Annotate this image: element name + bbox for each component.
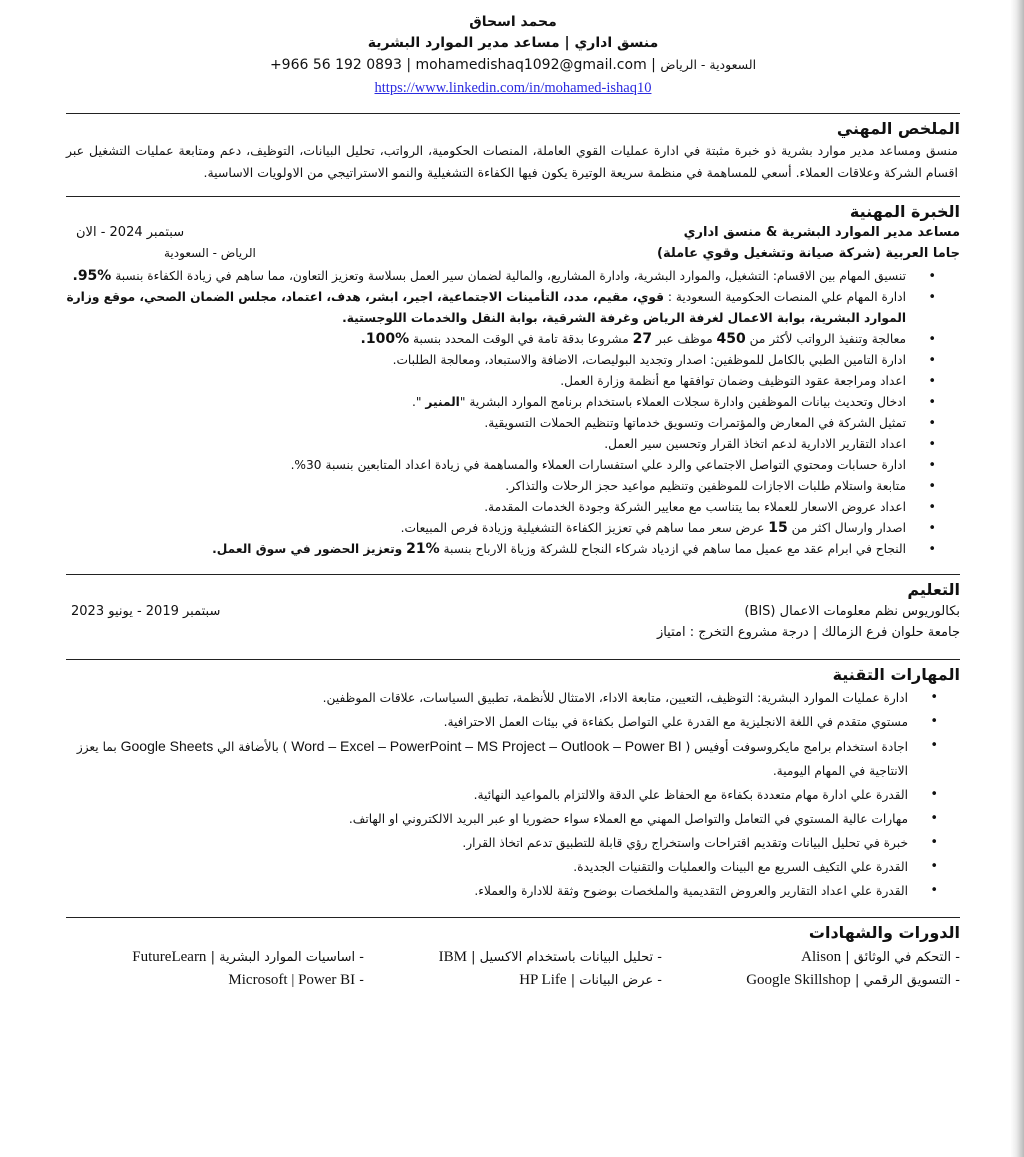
cert-item: - تحليل البيانات باستخدام الاكسيل | IBM (438, 949, 662, 965)
list-item: • خبرة في تحليل البيانات وتقديم اقتراحات واستخراج رؤي قابلة للتطبيق تدعم اتخاذ القرار. (66, 831, 908, 855)
degree-row (66, 601, 960, 622)
cert-item: - Microsoft | Power BI (228, 972, 364, 988)
summary-section (66, 119, 960, 183)
list-item: • اعداد عروض الاسعار للعملاء بما يتناسب مع معايير الشركة وجودة الخدمات المقدمة. (66, 497, 906, 518)
cert-item: - التسويق الرقمي | Google Skillshop (746, 972, 960, 988)
separator: | (651, 57, 656, 73)
location: السعودية - الرياض (660, 57, 757, 72)
skills-heading: المهارات التقنية (832, 665, 960, 684)
summary-heading: الملخص المهني (836, 119, 960, 138)
company-name: جاما العربية (شركة صيانة وتشغيل وقوي عاملة) (657, 246, 960, 261)
education-heading: التعليم (907, 580, 960, 599)
job-title: مساعد مدير الموارد البشرية & منسق اداري (683, 225, 960, 240)
certifications-section (66, 923, 960, 992)
list-item: • اعداد ومراجعة عقود التوظيف وضمان توافقها مع أنظمة وزارة العمل. (66, 371, 906, 392)
divider (66, 659, 960, 660)
list-item: • ادارة عمليات الموارد البشرية: التوظيف، التعيين، متابعة الاداء، الامتثال للأنظمة، تطبيق السياسات، علاقات الموظفين. (66, 686, 908, 710)
divider (66, 917, 960, 918)
list-item: • ادخال وتحديث بيانات الموظفين وادارة سجلات العملاء باستخدام برنامج الموارد البشرية "المنير ". (66, 392, 906, 413)
cert-item: - عرض البيانات | HP Life (519, 972, 662, 988)
education-section (66, 580, 960, 643)
education-dates: سبتمبر 2019 - يونيو 2023 (71, 604, 221, 619)
list-item: • ادارة حسابات ومحتوي التواصل الاجتماعي والرد علي استفسارات العملاء والمساهمة في زيادة اعداد المتابعين بنسبة 30%. (66, 455, 906, 476)
job-location: الرياض - السعودية (164, 246, 256, 260)
cert-item: - التحكم في الوثائق | Alison (801, 949, 960, 965)
university: جامعة حلوان فرع الزمالك | درجة مشروع التخرج : امتياز (656, 625, 960, 640)
list-item: • اصدار وارسال اكثر من 15 عرض سعر مما ساهم في تعزيز الكفاءة التشغيلية وزيادة فرص المبيعات. (66, 518, 906, 539)
skills-list (66, 686, 960, 903)
certifications-grid (66, 946, 960, 992)
separator: | (406, 57, 412, 73)
contact-line (66, 54, 960, 76)
degree: بكالوريوس نظم معلومات الاعمال (BIS) (744, 604, 960, 619)
job-dates: سبتمبر 2024 - الان (76, 225, 185, 240)
summary-text: منسق ومساعد مدير موارد بشرية ذو خبرة مثبتة في ادارة عمليات القوي العاملة، المنصات الحكومية، الرواتب، تحليل البيانات، التوظيف، دعم ومتابعة عمليات التشغيل عبر اقسام الشركة وعلاقات العملاء. أسعي للمساهمة في منظمة سريعة الوتيرة يكون فيها الكفاءة التشغيلية والنمو الاستراتيجي من الاولويات الاساسية. (66, 143, 958, 180)
list-item: • تمثيل الشركة في المعارض والمؤتمرات وتسويق خدماتها وتنظيم الحملات التسويقية. (66, 413, 906, 434)
job-row (66, 223, 960, 243)
company-row (66, 243, 960, 264)
list-item: • اعداد التقارير الادارية لدعم اتخاذ القرار وتحسين سير العمل. (66, 434, 906, 455)
list-item: • معالجة وتنفيذ الرواتب لأكثر من 450 موظف عبر 27 مشروعا بدقة تامة في الوقت المحدد بنسبة 100%. (66, 329, 906, 350)
list-item: • النجاح في ابرام عقد مع عميل مما ساهم في ازدياد شركاء النجاح للشركة وزياة الارباح بنسبة 21% وتعزيز الحضور في سوق العمل. (66, 539, 906, 560)
email: mohamedishaq1092@gmail.com (415, 57, 647, 73)
experience-section (66, 202, 960, 560)
candidate-name: محمد اسحاق (469, 14, 557, 30)
divider (66, 113, 960, 114)
divider (66, 574, 960, 575)
resume-header (66, 12, 960, 99)
page-edge-shadow (1010, 0, 1024, 1157)
cert-item: - اساسيات الموارد البشرية | FutureLearn (132, 949, 364, 965)
list-item: • القدرة علي اعداد التقارير والعروض التقديمية والملخصات بوضوح وثقة للادارة والعملاء. (66, 879, 908, 903)
resume-page (66, 12, 960, 992)
certifications-heading: الدورات والشهادات (808, 923, 960, 942)
list-item: • مهارات عالية المستوي في التعامل والتواصل المهني مع العملاء سواء حضوريا او عبر البريد الالكتروني او الهاتف. (66, 807, 908, 831)
linkedin-link[interactable]: https://www.linkedin.com/in/mohamed-ishaq10 (374, 80, 652, 96)
list-item: • القدرة علي ادارة مهام متعددة بكفاءة مع الحفاظ علي الدقة والالتزام بالمواعيد النهائية. (66, 783, 908, 807)
experience-heading: الخبرة المهنية (849, 202, 960, 221)
phone: +966 56 192 0893 (269, 57, 402, 73)
experience-bullets (66, 266, 960, 560)
skills-section (66, 665, 960, 903)
list-item: • متابعة واستلام طلبات الاجازات للموظفين وتنظيم مواعيد حجز الرحلات والتذاكر. (66, 476, 906, 497)
candidate-title: منسق اداري | مساعد مدير الموارد البشرية (367, 35, 659, 51)
list-item: • ادارة المهام علي المنصات الحكومية السعودية : قوي، مقيم، مدد، التأمينات الاجتماعية، اجير، ابشر، هدف، اعتماد، مجلس الضمان الصحي، موقع وزارة الموارد البشرية، بوابة الاعمال لغرفة الرياض وغرفة الشرقية، بوابة النقل والخدمات اللوجستية. (66, 287, 906, 329)
divider (66, 196, 960, 197)
list-item: • اجادة استخدام برامج مايكروسوفت أوفيس ( Word – Excel – PowerPoint – MS Project – Outlook – Power BI ) بالأضافة الي Google Sheets بما يعزز الانتاجية في المهام اليومية. (66, 734, 908, 783)
list-item: • ادارة التامين الطبي بالكامل للموظفين: اصدار وتجديد البوليصات، الاضافة والاستبعاد، ومعالجة الطلبات. (66, 350, 906, 371)
list-item: • تنسيق المهام بين الاقسام: التشغيل، والموارد البشرية، وادارة المشاريع، والمالية لضمان سير العمل بسلاسة وتعزيز التعاون، مما ساهم في زيادة الكفاءة بنسبة 95%. (66, 266, 906, 287)
list-item: • القدرة علي التكيف السريع مع البينات والعمليات والتقنيات الجديدة. (66, 855, 908, 879)
list-item: • مستوي متقدم في اللغة الانجليزية مع القدرة علي التواصل بكفاءة في بيئات العمل الاحترافية. (66, 710, 908, 734)
